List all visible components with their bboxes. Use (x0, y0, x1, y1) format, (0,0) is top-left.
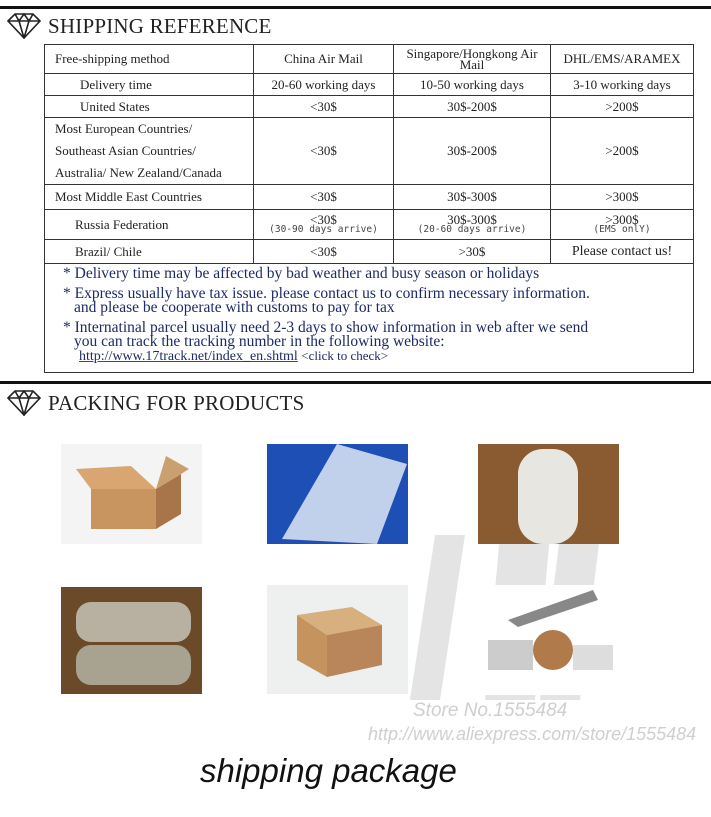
shipping-reference-header (6, 13, 272, 39)
note (63, 267, 693, 281)
label-line: Southeast Asian Countries/ (55, 143, 196, 158)
cell-value: <30$ (310, 212, 337, 227)
table-header-row (45, 45, 694, 74)
cell: 30$-200$ (394, 96, 551, 118)
row-label: Russia Federation (45, 210, 254, 240)
cell: 30$-200$ (394, 118, 551, 185)
column-header: Singapore/Hongkong Air Mail (394, 45, 551, 74)
packing-header (6, 390, 304, 416)
note-line: you can track the tracking number in the following website: (74, 333, 445, 350)
cell: >300$ (551, 185, 694, 210)
cell (254, 210, 394, 240)
note-line: * Delivery time may be affected by bad weather and busy season or holidays (63, 265, 540, 282)
diamond-icon (6, 13, 42, 39)
table-row (45, 96, 694, 118)
cell: >30$ (394, 240, 551, 264)
bubble-wrapped-item-photo (478, 444, 619, 544)
column-header: China Air Mail (254, 45, 394, 74)
column-header: DHL/EMS/ARAMEX (551, 45, 694, 74)
label-line: Most European Countries/ (55, 121, 193, 136)
sealed-package-photo (267, 585, 408, 694)
row-label (45, 118, 254, 185)
row-label: Delivery time (45, 74, 254, 96)
row-label: Most Middle East Countries (45, 185, 254, 210)
cell: >200$ (551, 96, 694, 118)
logistics-photo (478, 585, 619, 695)
wrapped-products-in-box-photo (61, 587, 202, 694)
cell: 3-10 working days (551, 74, 694, 96)
note-line: * Internatinal parcel usually need 2-3 days to show information in web after we send (63, 319, 589, 336)
cell: 30$-300$ (394, 185, 551, 210)
cell-note: (EMS onlY) (593, 224, 651, 235)
row-label: Brazil/ Chile (45, 240, 254, 264)
section-title: PACKING FOR PRODUCTS (48, 390, 305, 415)
label-line: Australia/ New Zealand/Canada (55, 165, 222, 180)
cell: <30$ (254, 185, 394, 210)
caption: shipping package (200, 752, 457, 789)
table-row (45, 210, 694, 240)
tracking-link[interactable]: http://www.17track.net/index_en.shtml (79, 349, 298, 364)
cell: >200$ (551, 118, 694, 185)
table-row (45, 240, 694, 264)
cell-value: >300$ (605, 212, 639, 227)
cell (394, 210, 551, 240)
note-line: * Express usually have tax issue. please contact us to confirm necessary information. (63, 285, 590, 302)
cell: Please contact us! (551, 240, 694, 264)
shipping-table (44, 44, 694, 264)
top-divider (0, 6, 711, 9)
cell: <30$ (254, 118, 394, 185)
shipping-notes (44, 261, 694, 373)
cell: 10-50 working days (394, 74, 551, 96)
url-watermark: http://www.aliexpress.com/store/1555484 (368, 724, 697, 744)
cardboard-box-photo (61, 444, 202, 544)
table-row (45, 118, 694, 185)
note (63, 287, 693, 315)
cell: 20-60 working days (254, 74, 394, 96)
cell: <30$ (254, 240, 394, 264)
diamond-icon (6, 390, 42, 416)
cell: <30$ (254, 96, 394, 118)
bubble-wrap-photo (267, 444, 408, 544)
cell-note: (30-90 days arrive) (269, 224, 378, 235)
column-header: Free-shipping method (45, 45, 254, 74)
section-title: SHIPPING REFERENCE (48, 13, 272, 38)
click-hint: <click to check> (301, 348, 389, 363)
note (63, 321, 693, 364)
store-watermark: Store No.1555484 (413, 700, 568, 721)
section-divider (0, 381, 711, 384)
cell-note: (20-60 days arrive) (417, 224, 527, 235)
cell (551, 210, 694, 240)
table-row (45, 74, 694, 96)
note-line: and please be cooperate with customs to pay for tax (74, 299, 395, 316)
cell-value: 30$-300$ (447, 212, 497, 227)
row-label: United States (45, 96, 254, 118)
table-row (45, 185, 694, 210)
